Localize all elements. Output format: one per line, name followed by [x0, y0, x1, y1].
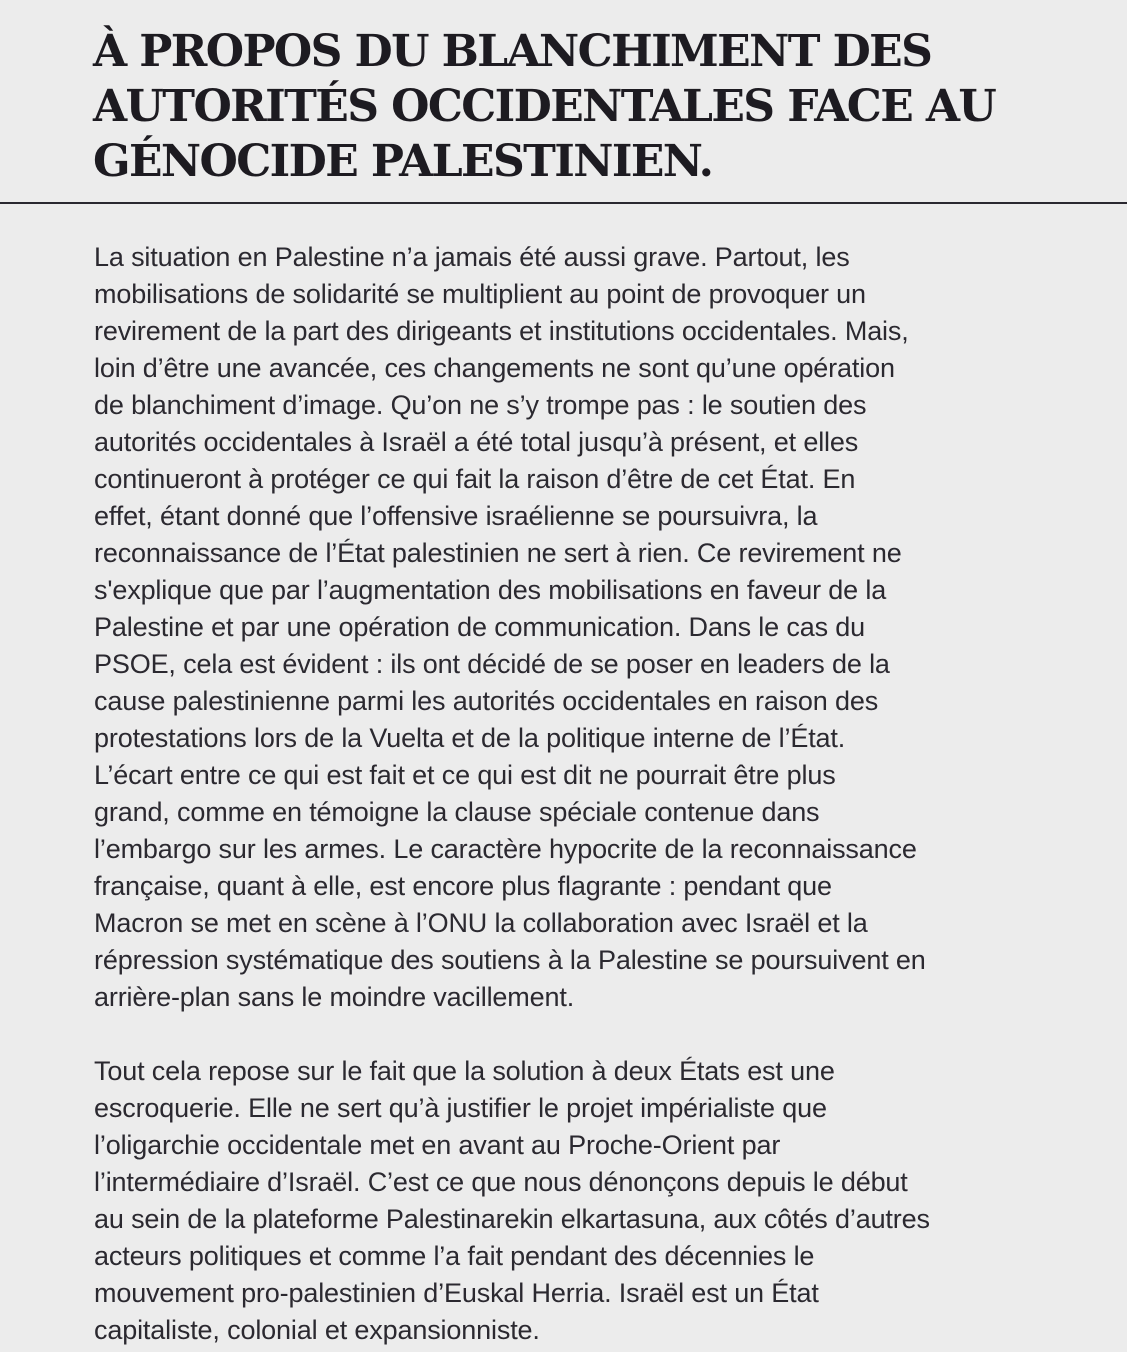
- text-line: l’oligarchie occidentale met en avant au Proche-Orient par: [94, 1130, 781, 1160]
- text-line: Palestine et par une opération de communication. Dans le cas du: [94, 612, 866, 642]
- text-line: reconnaissance de l’État palestinien ne sert à rien. Ce revirement ne: [94, 538, 902, 568]
- article-title: [93, 24, 1093, 189]
- text-line: française, quant à elle, est encore plus flagrante : pendant que: [94, 871, 832, 901]
- text-line: revirement de la part des dirigeants et institutions occidentales. Mais,: [94, 316, 909, 346]
- text-line: L’écart entre ce qui est fait et ce qui est dit ne pourrait être plus: [94, 760, 836, 790]
- article-header: [0, 0, 1127, 204]
- text-line: escroquerie. Elle ne sert qu’à justifier le projet impérialiste que: [94, 1093, 827, 1123]
- text-line: autorités occidentales à Israël a été total jusqu’à présent, et elles: [94, 427, 859, 457]
- text-line: répression systématique des soutiens à la Palestine se poursuivent en: [94, 945, 926, 975]
- paragraph-1: [94, 239, 1104, 1016]
- paragraph-2: [94, 1053, 1104, 1349]
- title-line: GÉNOCIDE PALESTINIEN.: [93, 136, 713, 187]
- article-body: [94, 239, 1104, 1349]
- text-line: mouvement pro-palestinien d’Euskal Herria. Israël est un État: [94, 1278, 819, 1308]
- text-line: de blanchiment d’image. Qu’on ne s’y trompe pas : le soutien des: [94, 390, 867, 420]
- text-line: mobilisations de solidarité se multiplient au point de provoquer un: [94, 279, 866, 309]
- text-line: Macron se met en scène à l’ONU la collaboration avec Israël et la: [94, 908, 868, 938]
- text-line: effet, étant donné que l’offensive israélienne se poursuivra, la: [94, 501, 818, 531]
- text-line: capitaliste, colonial et expansionniste.: [94, 1315, 540, 1345]
- title-line: AUTORITÉS OCCIDENTALES FACE AU: [93, 81, 996, 132]
- text-line: continueront à protéger ce qui fait la raison d’être de cet État. En: [94, 464, 856, 494]
- text-line: l’embargo sur les armes. Le caractère hypocrite de la reconnaissance: [94, 834, 917, 864]
- text-line: loin d’être une avancée, ces changements ne sont qu’une opération: [94, 353, 895, 383]
- text-line: l’intermédiaire d’Israël. C’est ce que nous dénonçons depuis le début: [94, 1167, 908, 1197]
- text-line: grand, comme en témoigne la clause spéciale contenue dans: [94, 797, 820, 827]
- title-line: À PROPOS DU BLANCHIMENT DES: [93, 26, 932, 77]
- text-line: au sein de la plateforme Palestinarekin elkartasuna, aux côtés d’autres: [94, 1204, 930, 1234]
- text-line: Tout cela repose sur le fait que la solution à deux États est une: [94, 1056, 835, 1086]
- text-line: acteurs politiques et comme l’a fait pendant des décennies le: [94, 1241, 815, 1271]
- text-line: s'explique que par l’augmentation des mobilisations en faveur de la: [94, 575, 887, 605]
- text-line: PSOE, cela est évident : ils ont décidé de se poser en leaders de la: [94, 649, 890, 679]
- text-line: arrière-plan sans le moindre vacillement.: [94, 982, 575, 1012]
- text-line: La situation en Palestine n’a jamais été aussi grave. Partout, les: [94, 242, 850, 272]
- text-line: cause palestinienne parmi les autorités occidentales en raison des: [94, 686, 879, 716]
- text-line: protestations lors de la Vuelta et de la politique interne de l’État.: [94, 723, 846, 753]
